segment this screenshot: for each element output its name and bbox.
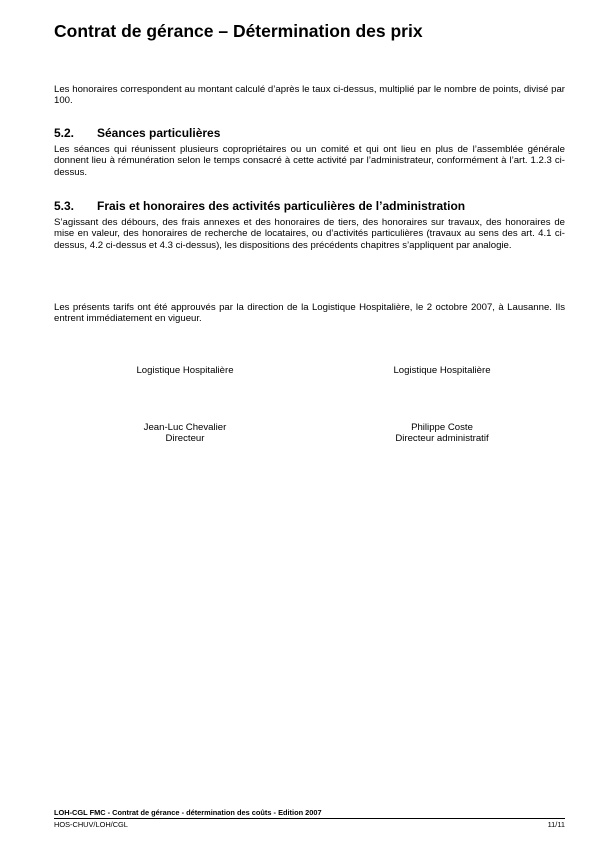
signature-right-name: Philippe Coste [411, 422, 473, 433]
page-title: Contrat de gérance – Détermination des prix [54, 21, 423, 41]
signature-left-role: Directeur [165, 433, 205, 444]
section-heading-5-3 [54, 199, 565, 213]
footer-divider [54, 818, 565, 819]
signature-left-name: Jean-Luc Chevalier [143, 422, 227, 433]
section-heading-5-2 [54, 126, 565, 140]
signature-right-role: Directeur administratif [395, 433, 489, 444]
section-number: 5.2. [54, 126, 75, 140]
intro-paragraph: Les honoraires correspondent au montant calculé d’après le taux ci-dessus, multiplié par le nombre de points, divisé par 100. [54, 84, 565, 107]
section-body-5-2: Les séances qui réunissent plusieurs copropriétaires ou un comité et qui ont lieu en plus de l’assemblée générale donnent lieu à rémunération selon le temps consacré à cette activité par l’administrateur, conformément à l’art. 1.2.3 ci-dessus. [54, 144, 565, 178]
signature-left-organization: Logistique Hospitalière [136, 365, 234, 376]
footer-bar [54, 820, 565, 829]
section-title: Séances particulières [97, 126, 221, 140]
footer-doc-reference: LOH-CGL FMC - Contrat de gérance - détermination des coûts - Edition 2007 [54, 808, 322, 817]
section-title: Frais et honoraires des activités particulières de l’administration [97, 199, 466, 213]
section-body-5-3: S’agissant des débours, des frais annexes et des honoraires de tiers, des honoraires sur travaux, des honoraires de mise en valeur, des honoraires de recherche de locataires, ou d’activités particulières (travaux au sens des art. 4.1 ci-dessus, 4.2 ci-dessus et 4.3 ci-dessus), les dispositions des précédents chapitres s’appliquent par analogie. [54, 217, 565, 251]
signature-right-organization: Logistique Hospitalière [393, 365, 491, 376]
approval-paragraph: Les présents tarifs ont été approuvés par la direction de la Logistique Hospitalière, le 2 octobre 2007, à Lausanne. Ils entrent immédiatement en vigueur. [54, 302, 565, 325]
footer-page-number: 11/11 [547, 820, 565, 829]
footer-department: HOS-CHUV/LOH/CGL [54, 820, 128, 829]
section-number: 5.3. [54, 199, 75, 213]
